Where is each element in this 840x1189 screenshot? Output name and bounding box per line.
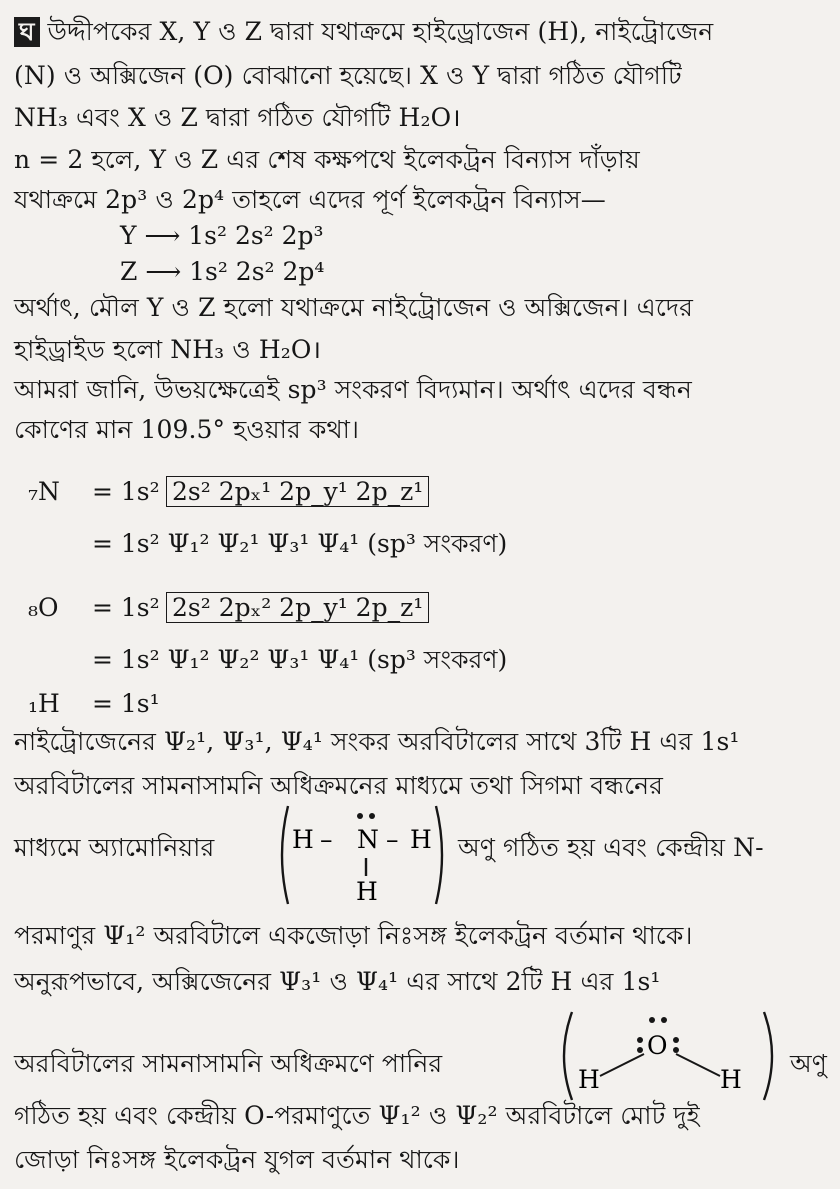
nh3-right-h: H: [410, 825, 432, 854]
lone-pair-dot: [637, 1047, 643, 1053]
h2o-center-o: O: [647, 1031, 668, 1060]
lone-pair-dot: [649, 1017, 655, 1023]
nitrogen-hybrid-config: = 1s² Ψ₁² Ψ₂¹ Ψ₃¹ Ψ₄¹ (sp³ সংকরণ): [92, 529, 508, 558]
nitrogen-boxed-config: 2s² 2pₓ¹ 2p_y¹ 2p_z¹: [166, 474, 429, 510]
nh3-bottom-h: H: [356, 877, 378, 906]
right-bracket: [764, 1012, 772, 1100]
line-10: আমরা জানি, উভয়ক্ষেত্রেই sp³ সংকরণ বিদ্যমান। অর্থাৎ এদের বন্ধন: [14, 375, 692, 404]
line-21: অনুরূপভাবে, অক্সিজেনের Ψ₃¹ ও Ψ₄¹ এর সাথে 2টি H এর 1s¹: [14, 967, 661, 996]
h2o-left-h: H: [578, 1065, 600, 1094]
line-23: গঠিত হয় এবং কেন্দ্রীয় O-পরমাণুতে Ψ₁² ও Ψ₂² অরবিটালে মোট দুই: [14, 1101, 700, 1130]
lone-pair-dot: [673, 1037, 679, 1043]
line-24: জোড়া নিঃসঙ্গ ইলেকট্রন যুগল বর্তমান থাকে।: [14, 1145, 460, 1174]
water-structure: [556, 1006, 786, 1106]
nh3-bond-left: –: [320, 825, 333, 854]
line-18: অরবিটালের সামনাসামনি অধিক্রমনের মাধ্যমে তথা সিগমা বন্ধনের: [14, 771, 664, 800]
oxygen-label: ₈O: [28, 593, 59, 622]
left-bracket: [282, 806, 288, 904]
line-17: নাইট্রোজেনের Ψ₂¹, Ψ₃¹, Ψ₄¹ সংকর অরবিটালের সাথে 3টি H এর 1s¹: [14, 727, 740, 756]
line-19-start: মাধ্যমে অ্যামোনিয়ার: [14, 833, 215, 862]
oxygen-boxed-config: 2s² 2pₓ² 2p_y¹ 2p_z¹: [166, 590, 429, 626]
config-y: Y ⟶ 1s² 2s² 2p³: [120, 221, 324, 250]
nh3-bond-right: –: [386, 825, 399, 854]
nh3-center-n: N: [357, 825, 379, 854]
line-8: অর্থাৎ, মৌল Y ও Z হলো যথাক্রমে নাইট্রোজেন ও অক্সিজেন। এদের: [14, 293, 693, 322]
line-20: পরমাণুর Ψ₁² অরবিটালে একজোড়া নিঃসঙ্গ ইলেকট্রন বর্তমান থাকে।: [14, 921, 693, 950]
line-4: n = 2 হলে, Y ও Z এর শেষ কক্ষপথে ইলেকট্রন বিন্যাস দাঁড়ায়: [14, 145, 640, 174]
nh3-left-h: H: [292, 825, 314, 854]
h2o-right-bond: [676, 1054, 720, 1076]
oxygen-core: = 1s²: [92, 593, 160, 622]
line-5: যথাক্রমে 2p³ ও 2p⁴ তাহলে এদের পূর্ণ ইলেকট্রন বিন্যাস—: [14, 185, 606, 214]
nitrogen-core: = 1s²: [92, 477, 160, 506]
line-1: ঘ উদ্দীপকের X, Y ও Z দ্বারা যথাক্রমে হাইড্রোজেন (H), নাইট্রোজেন: [14, 14, 713, 50]
hydrogen-label: ₁H: [28, 689, 60, 718]
nitrogen-label: ₇N: [28, 477, 60, 506]
ammonia-structure: [274, 800, 450, 910]
line-2: (N) ও অক্সিজেন (O) বোঝানো হয়েছে। X ও Y দ্বারা গঠিত যৌগটি: [14, 61, 682, 90]
right-bracket: [436, 806, 442, 904]
lone-pair-dot: [637, 1037, 643, 1043]
answer-badge: ঘ: [14, 17, 40, 47]
line-9: হাইড্রাইড হলো NH₃ ও H₂O।: [14, 335, 322, 364]
lone-pair-dot: [369, 813, 375, 819]
config-z: Z ⟶ 1s² 2s² 2p⁴: [120, 257, 325, 286]
line-22-end: অণু: [790, 1049, 827, 1078]
line-11: কোণের মান 109.5° হওয়ার কথা।: [14, 415, 360, 444]
lone-pair-dot: [357, 813, 363, 819]
line-22-start: অরবিটালের সামনাসামনি অধিক্রমণে পানির: [14, 1049, 443, 1078]
left-bracket: [564, 1012, 572, 1100]
oxygen-hybrid-config: = 1s² Ψ₁² Ψ₂² Ψ₃¹ Ψ₄¹ (sp³ সংকরণ): [92, 645, 508, 674]
h2o-left-bond: [600, 1054, 644, 1076]
line-19-end: অণু গঠিত হয় এবং কেন্দ্রীয় N-: [458, 833, 764, 862]
lone-pair-dot: [661, 1017, 667, 1023]
hydrogen-config: = 1s¹: [92, 689, 160, 718]
lone-pair-dot: [673, 1047, 679, 1053]
line-3: NH₃ এবং X ও Z দ্বারা গঠিত যৌগটি H₂O।: [14, 103, 461, 132]
h2o-right-h: H: [720, 1065, 742, 1094]
